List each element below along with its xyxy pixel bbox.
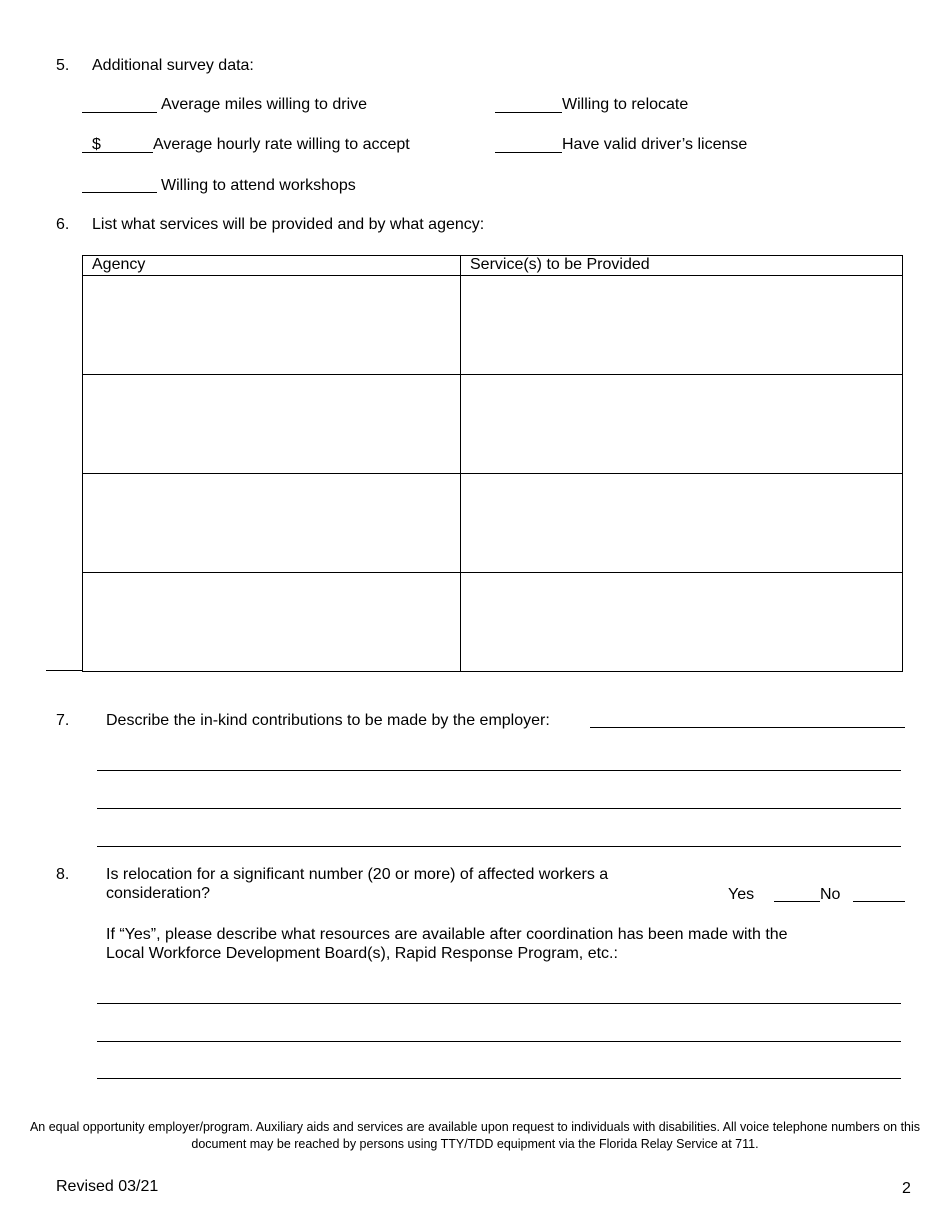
relocate-input-line[interactable] [495, 112, 562, 113]
relocate-label: Willing to relocate [562, 96, 689, 113]
equal-opportunity-notice [20, 1119, 930, 1153]
no-input-line[interactable] [853, 901, 905, 902]
table-row [83, 474, 903, 573]
agency-cell[interactable] [83, 375, 461, 474]
table-row [83, 276, 903, 375]
agency-column-header: Agency [83, 256, 461, 276]
workshops-input-line[interactable] [82, 192, 157, 193]
agency-cell[interactable] [83, 573, 461, 672]
q6-title: List what services will be provided and by what agency: [92, 216, 485, 233]
license-label: Have valid driver’s license [562, 136, 748, 153]
service-cell[interactable] [461, 276, 903, 375]
resources-input-line-3[interactable] [97, 1078, 901, 1079]
yes-input-line[interactable] [774, 901, 820, 902]
resources-input-line-2[interactable] [97, 1041, 901, 1042]
service-cell[interactable] [461, 375, 903, 474]
table-row [83, 375, 903, 474]
table-row [83, 573, 903, 672]
license-input-line[interactable] [495, 152, 562, 153]
miles-label: Average miles willing to drive [161, 96, 368, 113]
q6-number: 6. [56, 216, 70, 233]
q8-question-line-1: Is relocation for a significant number (20 or more) of affected workers a [106, 866, 609, 883]
contributions-input-line-3[interactable] [97, 808, 901, 809]
miles-input-line[interactable] [82, 112, 157, 113]
q5-title: Additional survey data: [92, 57, 254, 74]
service-cell[interactable] [461, 474, 903, 573]
contributions-input-line-2[interactable] [97, 770, 901, 771]
table-header-row [83, 256, 903, 276]
notice-line-2: document may be reached by persons using TTY/TDD equipment via the Florida Relay Service at 711. [191, 1137, 759, 1151]
contributions-input-line-1[interactable] [590, 727, 905, 728]
hourly-rate-label: Average hourly rate willing to accept [153, 136, 410, 153]
services-table [82, 255, 903, 672]
q7-number: 7. [56, 712, 70, 729]
workshops-label: Willing to attend workshops [161, 177, 356, 194]
q8-number: 8. [56, 866, 70, 883]
page-number: 2 [902, 1180, 911, 1197]
no-label: No [820, 886, 841, 903]
agency-cell[interactable] [83, 276, 461, 375]
agency-cell[interactable] [83, 474, 461, 573]
yes-label: Yes [728, 886, 755, 903]
table-left-rule [46, 670, 83, 671]
dollar-sign: $ [92, 136, 101, 153]
q8-question-line-2: consideration? [106, 885, 211, 902]
q5-number: 5. [56, 57, 70, 74]
resources-input-line-1[interactable] [97, 1003, 901, 1004]
service-cell[interactable] [461, 573, 903, 672]
contributions-input-line-4[interactable] [97, 846, 901, 847]
services-column-header: Service(s) to be Provided [461, 256, 903, 276]
q7-title: Describe the in-kind contributions to be made by the employer: [106, 712, 550, 729]
q8-followup-line-2: Local Workforce Development Board(s), Rapid Response Program, etc.: [106, 945, 618, 962]
revised-date: Revised 03/21 [56, 1178, 159, 1195]
q8-followup-line-1: If “Yes”, please describe what resources are available after coordination has been made with the [106, 926, 788, 943]
notice-line-1: An equal opportunity employer/program. Auxiliary aids and services are available upon request to individuals with disabilities. All voice telephone numbers on this [29, 1120, 921, 1134]
